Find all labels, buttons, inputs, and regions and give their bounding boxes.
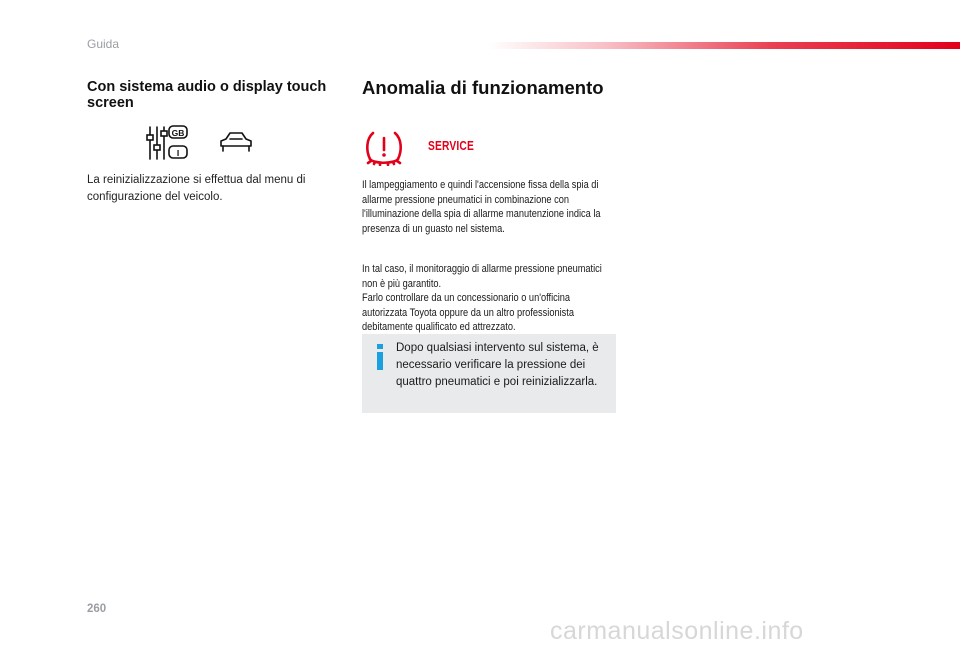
page-number: 260 — [87, 603, 107, 615]
info-text: Dopo qualsiasi intervento sul sistema, è necessario verificare la pressione dei quattro pneumatici e poi reinizializzarla. — [396, 342, 599, 388]
tire-pressure-warning-icon — [364, 130, 404, 171]
watermark: carmanualsonline.info — [550, 617, 804, 645]
settings-sliders-gb-icon — [146, 125, 192, 166]
service-label: SERVICE — [428, 139, 474, 153]
icon-badge-bottom: I — [176, 148, 180, 158]
section-label: Guida — [87, 37, 120, 51]
icons-row — [146, 125, 256, 161]
header-accent-bar — [488, 42, 960, 49]
paragraph-1: Il lampeggiamento e quindi l'accensione fissa della spia di allarme pressione pneumatici in combinazione con l'illuminazione della spia di allarme manutenzione indica la presenza di un guasto nel sistema. — [362, 179, 601, 235]
paragraph-2: In tal caso, il monitoraggio di allarme pressione pneumatici non è più garantito. — [362, 263, 602, 290]
right-heading: Anomalia di funzionamento — [362, 77, 604, 98]
info-box — [362, 334, 616, 413]
car-outline-icon — [218, 129, 254, 160]
left-body-text: La reinizializzazione si effettua dal menu di configurazione del veicolo. — [87, 174, 306, 203]
paragraph-3: Farlo controllare da un concessionario o un'officina autorizzata Toyota oppure da un altro professionista debitamente qualificato ed attrezzato. — [362, 292, 574, 333]
info-icon — [373, 344, 387, 375]
left-heading: Con sistema audio o display touch screen — [87, 79, 327, 111]
icon-badge-top: GB — [171, 128, 185, 138]
